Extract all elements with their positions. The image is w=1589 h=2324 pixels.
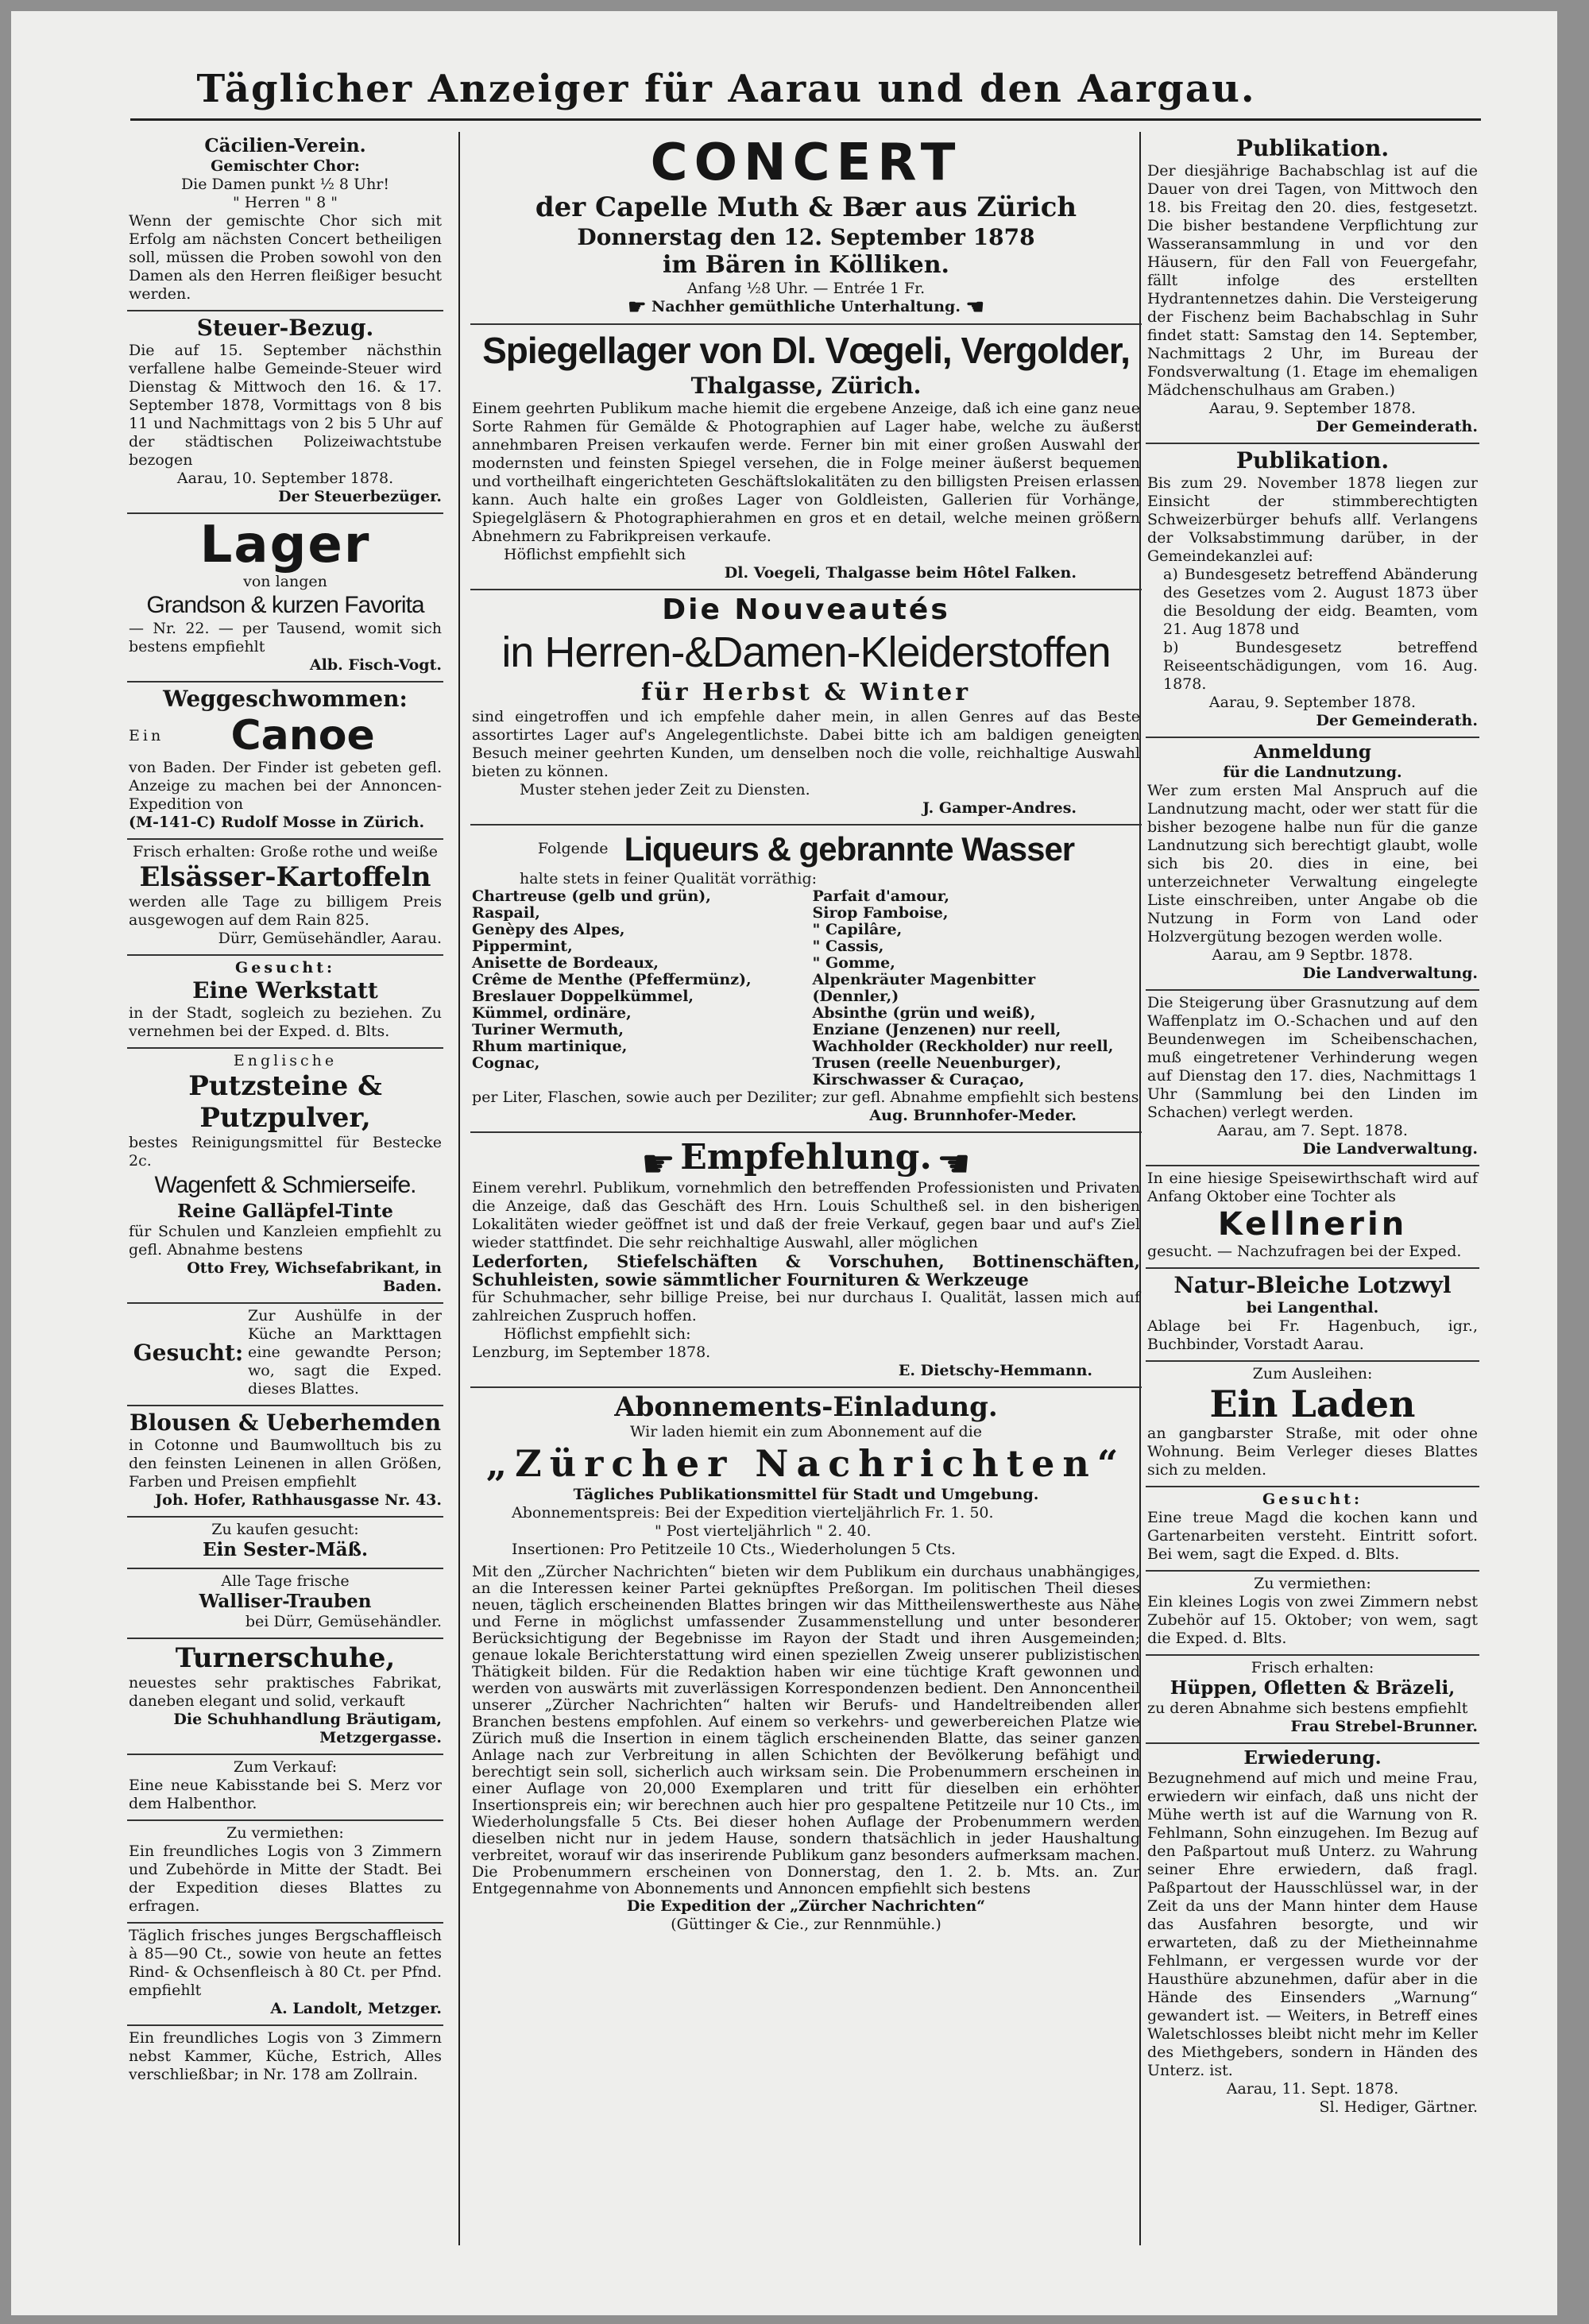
- ad-signature: J. Gamper-Andres.: [922, 799, 1077, 817]
- ad-signature: Die Landverwaltung.: [1302, 1140, 1478, 1158]
- ad-title: Publikation.: [1235, 447, 1390, 474]
- ad-logis-right: [1146, 1572, 1479, 1656]
- ad-logis: [127, 2026, 443, 2090]
- ad-subtitle: für die Landnutzung.: [1223, 764, 1402, 781]
- ad-line: Zu vermiethen:: [1254, 1575, 1371, 1592]
- ad-spiegellager: [470, 325, 1142, 590]
- ad-line: (Güttinger & Cie., zur Rennmühle.): [671, 1915, 941, 1933]
- ad-title: CONCERT: [650, 133, 962, 192]
- ad-signature: Dürr, Gemüsehändler, Aarau.: [218, 930, 442, 947]
- ad-body: für Schuhmacher, sehr billige Preise, bei nur durchaus I. Qualität, lassen mich auf zahlreichen Zuspruch hoffen.: [472, 1288, 1140, 1324]
- liqueur-item: Breslauer Doppelkümmel,: [472, 987, 694, 1005]
- ad-erwiederung: [1146, 1744, 1479, 2123]
- ad-signature: Alb. Fisch-Vogt.: [309, 656, 442, 674]
- ad-body: Wer zum ersten Mal Anspruch auf die Landnutzung macht, oder wer statt für die bisher bezogene halbe nun für die ganze Landnutzung sich berechtigt glaubt, wolle sich bis 20. dies in eine, bei unterzeichneter Verwaltung eingelegte Liste einschreiben, unter Angabe ob die Nutzung in Form von Land oder Holzvergütung bezogen werden wolle.: [1147, 782, 1478, 945]
- ad-title: Turnerschuhe,: [175, 1642, 396, 1674]
- ad-body: Ein freundliches Logis von 3 Zimmern und Zubehörde in Mitte der Stadt. Bei der Expedition dieses Blattes zu erfragen.: [129, 1843, 442, 1915]
- ad-line: Frisch erhalten:: [1251, 1659, 1374, 1676]
- ad-signature: Dl. Voegeli, Thalgasse beim Hôtel Falken.: [724, 563, 1077, 582]
- ad-body: neuestes sehr praktisches Fabrikat, daneben elegant und solid, verkauft: [129, 1674, 442, 1710]
- liqueur-item: Wachholder (Reckholder) nur reell,: [812, 1037, 1114, 1055]
- ad-line: Nachher gemüthliche Unterhaltung.: [651, 298, 961, 315]
- ad-title: Empfehlung.: [680, 1136, 932, 1177]
- ad-title: Abonnements-Einladung.: [614, 1390, 998, 1423]
- ad-abonnements: [470, 1388, 1142, 1940]
- ad-body: von Baden. Der Finder ist gebeten gefl. Anzeige zu machen bei der Annoncen-Expedition von: [129, 759, 442, 813]
- ad-sester: [127, 1518, 443, 1569]
- ad-headline: Canoe: [230, 712, 375, 760]
- ad-signature: (M-141-C) Rudolf Mosse in Zürich.: [129, 814, 425, 831]
- liqueur-item: " Gomme,: [812, 953, 895, 972]
- liqueurs-list: [472, 888, 1140, 1089]
- ad-line: Gesucht:: [1262, 1491, 1363, 1508]
- ad-subtitle: Thalgasse, Zürich.: [690, 372, 922, 399]
- ad-steuer-bezug: [127, 311, 443, 514]
- ad-headline: in Herren-&Damen-Kleiderstoffen: [501, 628, 1111, 676]
- ad-body: In eine hiesige Speisewirthschaft wird auf Anfang Oktober eine Tochter als: [1147, 1170, 1478, 1205]
- ad-signature: Joh. Hofer, Rathhausgasse Nr. 43.: [155, 1491, 442, 1509]
- liqueur-item: Parfait d'amour,: [812, 887, 949, 905]
- ad-title: Walliser-Trauben: [199, 1591, 372, 1612]
- ad-title: Hüppen, Ofletten & Bräzeli,: [1170, 1677, 1456, 1699]
- ad-body: Ablage bei Fr. Hagenbuch, igr., Buchbinder, Vorstadt Aarau.: [1147, 1317, 1478, 1353]
- ad-title: Liqueurs & gebrannte Wasser: [624, 829, 1075, 868]
- ad-signature: Otto Frey, Wichsefabrikant, in Baden.: [187, 1259, 442, 1295]
- liqueur-item: Genèpy des Alpes,: [472, 920, 625, 938]
- liqueurs-list-right: [813, 888, 1141, 1089]
- ad-signature: Die Schuhhandlung Bräutigam, Metzgergasse.: [173, 1711, 442, 1746]
- ad-lager-cigarren: [127, 514, 443, 683]
- ad-body: a) Bundesgesetz betreffend Abänderung des Gesetzes vom 2. August 1873 über die Besoldung der eidg. Beamten, vom 21. Aug 1878 und: [1163, 566, 1478, 638]
- ad-line: Ein: [129, 726, 164, 744]
- ad-line: Gesucht:: [235, 959, 335, 976]
- ad-body: Bezugnehmend auf mich und meine Frau, erwiedern wir einfach, daß uns nicht der Mühe werth ist auf die Warnung von R. Fehlmann, Sohn einzugehen. Im Bezug auf den Paßpartout muß Unterz. zu Wahrung seiner Ehre erwiedern, daß fragl. Paßpartout der Hausschlüssel war, in der Zeit da uns der Mann hinter dem Hause das Ausfahren besorgte, und wir erwarteten, daß zu der Mietheinnahme Fehlmann, er vergessen wurde vor der Hausthüre abzunehmen, dafür aber in die Hände des Einsenders „Warnung“ gewandert ist. — Weiters, in Betreff eines Waletschlosses bleibt nicht mehr im Keller des Miethgebers, sondern in Händen des Unterz. ist.: [1147, 1769, 1478, 2079]
- ad-subtitle: bei Langenthal.: [1246, 1299, 1379, 1317]
- ad-body: an gangbarster Straße, mit oder ohne Wohnung. Beim Verleger dieses Blattes sich zu melden.: [1147, 1425, 1478, 1479]
- ad-line: Grandson & kurzen Favorita: [146, 592, 424, 618]
- ad-caecilien-verein: [127, 132, 443, 311]
- ad-title: Wagenfett & Schmierseife.: [154, 1172, 416, 1198]
- liqueurs-list-left: [472, 888, 800, 1089]
- ad-bleiche: [1146, 1269, 1479, 1362]
- liqueur-item: Kirschwasser & Curaçao,: [812, 1070, 1025, 1089]
- ad-fleisch: [127, 1924, 443, 2026]
- ad-line: Folgende: [537, 840, 609, 857]
- ad-body: Ein kleines Logis von zwei Zimmern nebst Zubehör auf 15. Oktober; von wem, sagt die Exped. d. Blts.: [1147, 1593, 1478, 1647]
- ad-line: Anfang ½8 Uhr. — Entrée 1 Fr.: [686, 280, 926, 297]
- ad-anmeldung: [1146, 738, 1479, 991]
- ad-line: Zum Ausleihen:: [1252, 1365, 1373, 1382]
- ad-line: Frisch erhalten: Große rothe und weiße: [132, 843, 439, 860]
- masthead-title: Täglicher Anzeiger für Aarau und den Aargau.: [196, 67, 1256, 111]
- ad-date: Aarau, 9. September 1878.: [1208, 694, 1417, 711]
- pointing-hand-left-icon: ☚: [936, 1142, 971, 1186]
- ad-body: Mit den „Zürcher Nachrichten“ bieten wir dem Publikum ein durchaus unabhängiges, an die Interessen keiner Partei geknüpftes Preßorgan. Im politischen Theil dieses neuen, täglich erscheinenden Blattes bringen wir das Mittheilenswertheste aus Nähe und Ferne in möglichst umfassender Zusammenstellung und unter besonderer Berücksichtigung der Begebnisse im Rayon der Stadt und ihren Ausgemeinden; genaue lokale Berichterstattung wird einen speziellen Zweig unserer publizistischen Thätigkeit bilden. Für die Redaktion haben wir eine tüchtige Kraft gewonnen und werden von auswärts mit zuverlässigen Korrespondenzen bedient. Den Annoncentheil unserer „Zürcher Nachrichten“ halten wir Berufs- und Handeltreibenden aller Branchen bestens empfohlen. Auf einem so verkehrs- und gewerbereichen Platze wie Zürich muß die Insertion in einem täglich erscheinenden Blatte, das seiner ganzen Anlage nach zur Verbreitung in allen Schichten der Bevölkerung befähigt und berechtigt sein soll, sicherlich auch wirksam sein. Die Probenummern erscheinen in einer Auflage von 20,000 Exemplaren und tritt für dieselben ein erhöhter Insertionspreis ein; wir berechnen auch hier pro gespaltene Petitzeile nur 10 Cts., im Wiederholungsfalle 5 Cts. Bei dieser hohen Auflage der Probenummern werden dieselben nicht nur in jedem Hause, sondern thatsächlich in jeder Haushaltung verbreitet, worauf wir das inserirende Publikum ganz besonders aufmerksam machen. Die Probenummern erscheinen von Donnerstag, den 1. 2. b. Mts. an. Zur Entgegennahme von Abonnements und Annoncen empfiehlt sich bestens: [472, 1562, 1140, 1897]
- ad-line: Höflichst empfiehlt sich: [504, 545, 686, 563]
- ad-title: Cäcilien-Verein.: [204, 135, 366, 157]
- ad-body: in der Stadt, sogleich zu beziehen. Zu vernehmen bei der Exped. d. Blts.: [129, 1004, 442, 1040]
- liqueur-item: Enziane (Jenzenen) nur reell,: [812, 1020, 1061, 1038]
- ad-body: Täglich frisches junges Bergschaffleisch à 85—90 Ct., sowie von heute an fettes Rind- & Ochsenfleisch à 80 Ct. per Pfnd. empfiehlt: [129, 1927, 442, 1999]
- ad-signature: E. Dietschy-Hemmann.: [898, 1361, 1092, 1379]
- ad-body: Einem verehrl. Publikum, vornehmlich den betreffenden Professionisten und Privaten die Anzeige, daß das Geschäft des Hrn. Louis Schultheß sel. in den bisherigen Lokalitäten wieder geöffnet ist und daß der freie Verkauf, gegen baar und auf's Ziel wieder stattfindet. Die sehr reichhaltige Auswahl, aller möglichen: [472, 1178, 1140, 1251]
- ad-title: Natur-Bleiche Lotzwyl: [1173, 1272, 1452, 1298]
- ad-body-bold: Lederforten, Stiefelschäften & Vorschuhen, Bottinenschäften, Schuhleisten, sowie sämmtlicher Fournituren & Werkzeuge: [472, 1251, 1140, 1290]
- ad-title: Blousen & Ueberhemden: [130, 1409, 441, 1436]
- ad-subtitle: Gemischter Chor:: [211, 157, 360, 175]
- ad-signature: Die Expedition der „Zürcher Nachrichten“: [626, 1897, 986, 1915]
- ad-title: Publikation.: [1235, 135, 1390, 161]
- ad-verkauf: [127, 1755, 443, 1821]
- ad-line: Zu vermiethen:: [226, 1824, 344, 1842]
- pointing-hand-left-icon: ☚: [965, 295, 984, 319]
- ad-title: Spiegellager von Dl. Vœgeli, Vergolder,: [482, 329, 1130, 371]
- liqueur-item: Trusen (reelle Neuenburger),: [812, 1054, 1061, 1072]
- ad-signature: Der Steuerbezüger.: [278, 488, 442, 505]
- ad-signature: A. Landolt, Metzger.: [270, 2000, 442, 2017]
- ad-body: Wenn der gemischte Chor sich mit Erfolg am nächsten Concert betheiligen soll, müssen die Proben sowohl von den Damen als den Herren fleißiger besucht werden.: [129, 212, 442, 303]
- masthead-rule: [130, 118, 1481, 121]
- ad-body: Ein freundliches Logis von 3 Zimmern nebst Kammer, Küche, Estrich, Alles verschließbar; in Nr. 178 am Zollrain.: [129, 2029, 442, 2083]
- ad-line: halte stets in feiner Qualität vorräthig:: [520, 869, 818, 887]
- ad-publikation-gesetze: [1146, 444, 1479, 738]
- ad-putzsteine: [127, 1049, 443, 1304]
- liqueur-item: Pippermint,: [472, 937, 573, 955]
- ad-line: gesucht. — Nachzufragen bei der Exped.: [1147, 1243, 1462, 1260]
- ad-title: Weggeschwommen:: [163, 686, 408, 712]
- ad-line: Lenzburg, im September 1878.: [472, 1343, 711, 1361]
- ad-signature: bei Dürr, Gemüsehändler.: [245, 1613, 442, 1630]
- ad-laden: [1146, 1362, 1479, 1487]
- ad-title: Erwiederung.: [1243, 1747, 1382, 1769]
- newspaper-page: [11, 11, 1557, 2315]
- column-divider-left: [458, 132, 460, 2245]
- ad-trauben: [127, 1569, 443, 1639]
- ad-title: Kellnerin: [1217, 1206, 1408, 1243]
- ad-line: Wir laden hiemit ein zum Abonnement auf die: [629, 1422, 983, 1440]
- ad-title: Gesucht:: [133, 1339, 244, 1366]
- ad-line: der Capelle Muth & Bær aus Zürich: [535, 191, 1077, 223]
- ad-body: werden alle Tage zu billigem Preis ausgewogen auf dem Rain 825.: [129, 893, 442, 929]
- pointing-hand-right-icon: ☛: [641, 1142, 676, 1186]
- ad-body: in Cotonne und Baumwolltuch bis zu den feinsten Leinenen in allen Größen, Farben und Preisen empfiehlt: [129, 1437, 442, 1491]
- ad-title: Die Nouveautés: [662, 593, 950, 626]
- ad-title: Putzsteine & Putzpulver,: [188, 1070, 382, 1134]
- ad-body: zu deren Abnahme sich bestens empfiehlt: [1147, 1699, 1468, 1717]
- canoe-headline: [129, 713, 442, 759]
- liqueur-item: Turiner Wermuth,: [472, 1020, 624, 1038]
- ad-body: Zur Aushülfe in der Küche an Markttagen eine gewandte Person; wo, sagt die Exped. dieses Blattes.: [248, 1307, 442, 1398]
- ad-line: " Herren " 8 ": [233, 194, 338, 211]
- ad-canoe: [127, 683, 443, 840]
- ad-title: Ein Laden: [1209, 1382, 1416, 1425]
- gesucht-row: [129, 1307, 442, 1398]
- ad-date: Aarau, 9. September 1878.: [1208, 400, 1417, 417]
- ad-signature: Der Gemeinderath.: [1316, 418, 1478, 435]
- liqueur-item: Rhum martinique,: [472, 1037, 628, 1055]
- pointing-hand-right-icon: ☛: [628, 295, 647, 319]
- liqueur-item: Cognac,: [472, 1054, 540, 1072]
- ad-body: Die Steigerung über Grasnutzung auf dem Waffenplatz im O.-Schachen und auf den Beundenwegen im Scheibenschachen, muß eingetretener Verhinderung wegen auf Dienstag den 17. dies, Nachmittags 1 Uhr (Sammlung bei den Linden im Schachen) verlegt werden.: [1147, 994, 1478, 1121]
- ad-line: Muster stehen jeder Zeit zu Diensten.: [520, 780, 810, 799]
- right-column: [1146, 132, 1479, 2277]
- ad-price: " Post vierteljährlich " 2. 40.: [655, 1522, 872, 1540]
- ad-hueppen: [1146, 1656, 1479, 1744]
- ad-body: für Schulen und Kanzleien empfiehlt zu gefl. Abnahme bestens: [129, 1223, 442, 1259]
- ad-title: Elsässer-Kartoffeln: [139, 861, 431, 893]
- liqueur-item: " Capilâre,: [812, 920, 903, 938]
- ad-werkstatt: [127, 956, 443, 1049]
- liqueur-item: Anisette de Bordeaux,: [472, 953, 659, 972]
- ad-line: Höflichst empfiehlt sich:: [504, 1324, 691, 1343]
- ad-blousen: [127, 1406, 443, 1518]
- ad-signature: Frau Strebel-Brunner.: [1290, 1718, 1478, 1735]
- ad-body: Einem geehrten Publikum mache hiemit die ergebene Anzeige, daß ich eine ganz neue Sorte Rahmen für Gemälde & Photographien auf Lager habe, welche zu äußerst annehmbaren Preisen verkaufen werde. Ferner bin mit einer großen Auswahl der modernsten und feinsten Spiegel versehen, die in Folge meiner äußerst bequemen und vortheilhaft eingerichteten Geschäftslokalitäten zu den billigsten Preisen erlassen kann. Auch halte ein großes Lager von Goldleisten, Gallerien für Vorhänge, Spiegelgläsern & Photographierahmen en gros et en detail, welche meinen größern Abnehmern zu Fabrikpreisen verkaufe.: [472, 399, 1140, 545]
- ad-line: Zu kaufen gesucht:: [211, 1521, 359, 1538]
- ad-line: Zum Verkauf:: [233, 1758, 338, 1776]
- left-column: [127, 132, 443, 2277]
- ad-headline: „Zürcher Nachrichten“: [485, 1441, 1127, 1485]
- ad-kartoffeln: [127, 840, 443, 956]
- ad-line: im Bären in Kölliken.: [663, 251, 949, 279]
- ad-signature: Die Landverwaltung.: [1302, 965, 1478, 982]
- ad-price: Abonnementspreis: Bei der Expedition vierteljährlich Fr. 1. 50.: [512, 1503, 994, 1522]
- liqueur-item: Sirop Famboise,: [812, 903, 949, 922]
- ad-signature: Aug. Brunnhofer-Meder.: [869, 1106, 1077, 1124]
- ad-title: Ein Sester-Mäß.: [203, 1539, 368, 1560]
- ad-body: Eine neue Kabisstande bei S. Merz vor dem Halbenthor.: [129, 1777, 442, 1812]
- ad-title: Reine Galläpfel-Tinte: [177, 1201, 393, 1222]
- ad-body: b) Bundesgesetz betreffend Reiseentschädigungen, vom 16. Aug. 1878.: [1163, 639, 1478, 693]
- ad-subtitle: Tägliches Publikationsmittel für Stadt und Umgebung.: [573, 1485, 1039, 1503]
- ad-signature: Der Gemeinderath.: [1316, 712, 1478, 729]
- ad-title: Anmeldung: [1254, 741, 1371, 763]
- liqueur-item: Kümmel, ordinäre,: [472, 1003, 632, 1022]
- liqueur-item: Chartreuse (gelb und grün),: [472, 887, 711, 905]
- ad-body: Der diesjährige Bachabschlag ist auf die Dauer von drei Tagen, von Mittwoch den 18. bis Freitag den 20. dies, festgesetzt. Die bisher bestandene Verpflichtung zur Wasseransammlung in und vor den Häusern, für den Fall von Feuergefahr, fällt infolge des erstellten Hydrantennetzes dahin. Die Versteigerung der Fischenz beim Bachabschlag in Suhr findet statt: Samstag den 14. September, Nachmittags 2 Uhr, im Bureau der Fondsverwaltung (1. Etage im ehemaligen Mädchenschulhaus am Graben.): [1147, 162, 1478, 399]
- ad-nouveautes: [470, 590, 1142, 826]
- ad-line: Englische: [233, 1052, 338, 1069]
- liqueurs-header: [472, 829, 1140, 870]
- ad-date: Aarau, am 7. Sept. 1878.: [1217, 1122, 1408, 1139]
- ad-publikation-bach: [1146, 132, 1479, 444]
- middle-column: [470, 132, 1142, 2277]
- ad-body: Eine treue Magd die kochen kann und Gartenarbeiten versteht. Eintritt sofort. Bei wem, sagt die Exped. d. Blts.: [1147, 1509, 1478, 1563]
- ad-line: von langen: [243, 573, 327, 590]
- ad-body: per Liter, Flaschen, sowie auch per Deziliter; zur gefl. Abnahme empfiehlt sich bestens: [472, 1088, 1139, 1106]
- liqueur-item: Absinthe (grün und weiß),: [812, 1003, 1036, 1022]
- ad-price: Insertionen: Pro Petitzeile 10 Cts., Wiederholungen 5 Cts.: [512, 1540, 956, 1558]
- ad-date: Aarau, 10. September 1878.: [176, 470, 394, 487]
- ad-body: sind eingetroffen und ich empfehle daher mein, in allen Genres auf das Beste assortirtes Lager auf's Angelegentlichste. Dabei bitte ich am baldigen geneigten Besuch meiner geehrten Kunden, um denselben noch die volle, reichhaltige Auswahl bieten zu können.: [472, 707, 1140, 780]
- ad-line: Alle Tage frische: [221, 1572, 350, 1590]
- ad-turnerschuhe: [127, 1639, 443, 1755]
- liqueur-item: Alpenkräuter Magenbitter: [812, 970, 1036, 988]
- ad-magd: [1146, 1487, 1479, 1572]
- ad-body: Bis zum 29. November 1878 liegen zur Einsicht der stimmberechtigten Schweizerbürger behufs allf. Verlangens der Volksabstimmung darüber, in der Gemeindekanzlei auf:: [1147, 474, 1478, 565]
- liqueur-item: " Cassis,: [812, 937, 884, 955]
- ad-line: Die Damen punkt ½ 8 Uhr!: [180, 176, 390, 193]
- ad-line: Donnerstag den 12. September 1878: [577, 224, 1035, 250]
- liqueur-item: Crême de Menthe (Pfeffermünz),: [472, 970, 752, 988]
- ad-grasnutzung: [1146, 991, 1479, 1166]
- ad-vermiethen: [127, 1821, 443, 1924]
- ad-kellnerin: [1146, 1166, 1479, 1269]
- ad-title: Eine Werkstatt: [192, 977, 378, 1003]
- liqueur-item: (Dennler,): [812, 987, 899, 1005]
- ad-title: Lager: [199, 516, 371, 574]
- ad-date: Aarau, am 9 Septbr. 1878.: [1212, 946, 1413, 964]
- ad-gesucht-kueche: [127, 1304, 443, 1406]
- ad-empfehlung: [470, 1133, 1142, 1388]
- ad-title: Steuer-Bezug.: [196, 315, 374, 341]
- ad-liqueurs: [470, 826, 1142, 1133]
- ad-body: Die auf 15. September nächsthin verfallene halbe Gemeinde-Steuer wird Dienstag & Mittwoch den 16. & 17. September 1878, Vormittags von 8 bis 11 und Nachmittags von 2 bis 5 Uhr auf der städtischen Polizeiwachtstube bezogen: [129, 342, 442, 469]
- liqueur-item: Raspail,: [472, 903, 540, 922]
- ad-body: — Nr. 22. — per Tausend, womit sich bestens empfiehlt: [129, 620, 442, 655]
- ad-signature: Sl. Hediger, Gärtner.: [1319, 2098, 1478, 2116]
- ad-date: Aarau, 11. Sept. 1878.: [1226, 2080, 1399, 2098]
- ad-subtitle: für Herbst & Winter: [640, 678, 972, 706]
- ad-concert: [470, 132, 1142, 325]
- ad-body: bestes Reinigungsmittel für Bestecke 2c.: [129, 1134, 442, 1170]
